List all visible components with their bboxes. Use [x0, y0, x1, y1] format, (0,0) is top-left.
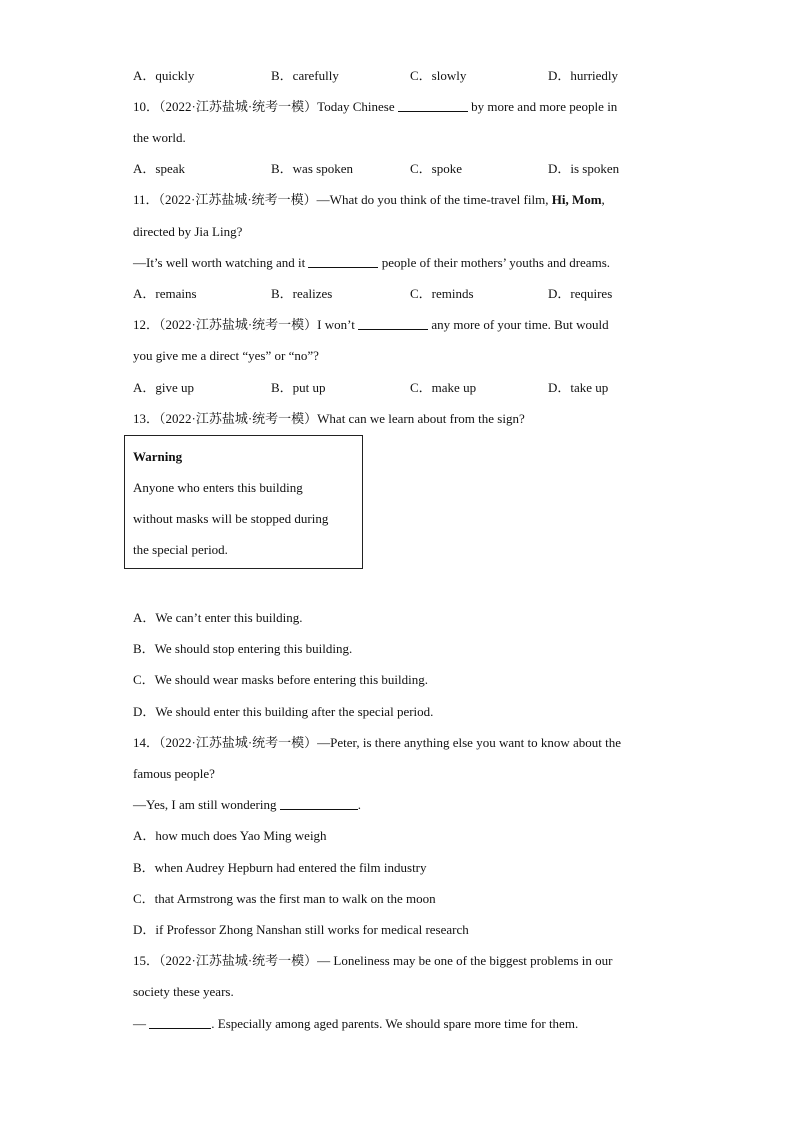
q12-option-b: B．put up — [271, 380, 326, 395]
q10-answer-blank — [398, 99, 468, 112]
warning-sign-title: Warning — [133, 449, 183, 464]
q12-stem — [133, 317, 609, 333]
q14-option-c: C．that Armstrong was the first man to walk on the moon — [133, 891, 436, 906]
q12-stem-line2: you give me a direct “yes” or “no”? — [133, 348, 319, 363]
q11-stem — [133, 192, 605, 208]
q14-stem-line2: famous people? — [133, 766, 215, 781]
q10-stem-line2: the world. — [133, 130, 186, 145]
q12-answer-blank — [358, 317, 428, 330]
q14-option-b: B．when Audrey Hepburn had entered the film industry — [133, 860, 427, 875]
q15-line3-prefix: — — [133, 1016, 146, 1031]
q9-option-d: D．hurriedly — [548, 68, 619, 83]
q14-stem-line3 — [133, 797, 361, 813]
q11-option-b: B．realizes — [271, 286, 333, 301]
q15-stem: 15．（2022·江苏盐城·统考一模）— Loneliness may be one of the biggest problems in our — [133, 953, 613, 968]
q12-option-d: D．take up — [548, 380, 609, 395]
q9-option-c: C．slowly — [410, 68, 467, 83]
q10-option-b: B．was spoken — [271, 161, 353, 176]
q10-option-c: C．spoke — [410, 161, 463, 176]
q14-answer-blank — [280, 797, 358, 810]
q15-answer-blank — [149, 1016, 211, 1029]
q11-answer-blank — [308, 255, 378, 268]
q11-option-a: A．remains — [133, 286, 197, 301]
q12-stem-prefix: 12．（2022·江苏盐城·统考一模）I won’t — [133, 317, 355, 332]
q10-option-d: D．is spoken — [548, 161, 620, 176]
q14-stem: 14．（2022·江苏盐城·统考一模）—Peter, is there anything else you want to know about the — [133, 735, 621, 750]
q15-stem-line3 — [133, 1016, 578, 1032]
q10-option-a: A．speak — [133, 161, 185, 176]
q11-option-d: D．requires — [548, 286, 613, 301]
warning-sign-box — [124, 435, 363, 569]
q13-option-d: D．We should enter this building after the special period. — [133, 704, 434, 719]
q9-option-b: B．carefully — [271, 68, 339, 83]
q14-option-d: D．if Professor Zhong Nanshan still works for medical research — [133, 922, 469, 937]
q15-stem-line2: society these years. — [133, 984, 234, 999]
q12-stem-suffix: any more of your time. But would — [431, 317, 609, 332]
q15-line3-suffix: . Especially among aged parents. We should spare more time for them. — [211, 1016, 579, 1031]
q10-stem-suffix: by more and more people in — [471, 99, 618, 114]
q13-option-c: C．We should wear masks before entering this building. — [133, 672, 429, 687]
q11-comma: , — [601, 192, 605, 207]
warning-sign-line-2: without masks will be stopped during — [133, 511, 329, 526]
q11-stem-line3 — [133, 255, 610, 271]
q11-stem-prefix: 11．（2022·江苏盐城·统考一模）—What do you think of the time-travel film, — [133, 192, 549, 207]
q13-option-a: A．We can’t enter this building. — [133, 610, 303, 625]
q12-option-a: A．give up — [133, 380, 195, 395]
q12-option-c: C．make up — [410, 380, 477, 395]
q13-option-b: B．We should stop entering this building. — [133, 641, 353, 656]
warning-sign-line-1: Anyone who enters this building — [133, 480, 303, 495]
q14-line3-prefix: —Yes, I am still wondering — [133, 797, 277, 812]
q14-option-a: A．how much does Yao Ming weigh — [133, 828, 327, 843]
q9-option-a: A．quickly — [133, 68, 195, 83]
q11-stem-line2: directed by Jia Ling? — [133, 224, 243, 239]
q13-stem: 13．（2022·江苏盐城·统考一模）What can we learn about from the sign? — [133, 411, 525, 426]
q11-film-title: Hi, Mom — [551, 192, 602, 207]
q11-option-c: C．reminds — [410, 286, 474, 301]
q14-line3-suffix: . — [357, 797, 361, 812]
q11-line3-prefix: —It’s well worth watching and it — [133, 255, 306, 270]
warning-sign-line-3: the special period. — [133, 542, 228, 557]
q11-line3-suffix: people of their mothers’ youths and dreams. — [381, 255, 610, 270]
q10-stem — [133, 99, 617, 115]
q10-stem-prefix: 10．（2022·江苏盐城·统考一模）Today Chinese — [133, 99, 395, 114]
